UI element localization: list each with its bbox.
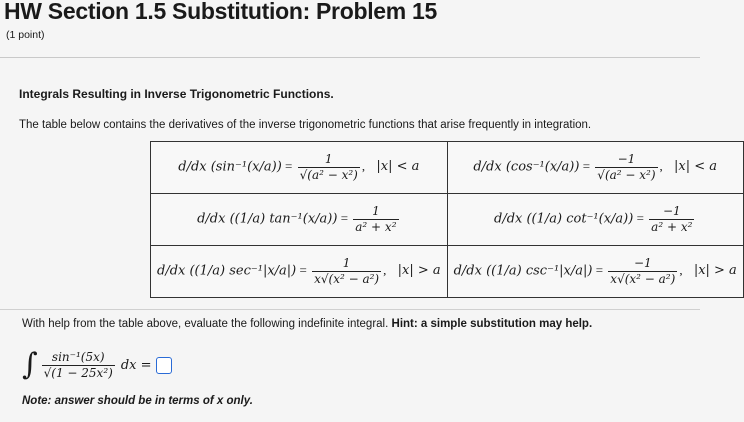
cell-condition: |x| > a — [693, 263, 737, 279]
cell-lhs: d/dx (sin⁻¹(x/a)) — [178, 159, 282, 175]
cell-lhs: d/dx (cos⁻¹(x/a)) — [473, 159, 580, 175]
task-instructions — [22, 318, 592, 330]
cell-fraction: $\frac{-1}{\text{x√(x² − a²)}}$ — [610, 256, 676, 286]
table-cell-arcsec: d/dx ((1/a) sec⁻¹|x/a|) = $\frac{1}{\text{x√(x² − a²)}}$ , |x| > a — [151, 246, 448, 298]
cell-condition: |x| > a — [397, 263, 441, 279]
cell-fraction: $\frac{-1}{\text{a² + x²}}$ — [651, 204, 693, 234]
intro-text: The table below contains the derivatives of the inverse trigonometric functions that arise frequently in integration. — [19, 119, 592, 131]
cell-condition: |x| < a — [376, 159, 420, 175]
cell-fraction: $\frac{-1}{\text{√(a² − x²)}}$ — [597, 152, 656, 182]
integrand-numerator: sin⁻¹(5x) — [42, 350, 115, 366]
points-label: (1 point) — [6, 29, 45, 41]
cell-condition: |x| < a — [674, 159, 718, 175]
table-row — [151, 246, 744, 298]
task-text: With help from the table above, evaluate the following indefinite integral. — [22, 318, 389, 330]
page-title: HW Section 1.5 Substitution: Problem 15 — [4, 0, 438, 24]
derivative-table — [150, 141, 744, 298]
note-text: Note: answer should be in terms of x only. — [22, 395, 253, 407]
section-heading: Integrals Resulting in Inverse Trigonometric Functions. — [19, 87, 334, 101]
header-divider — [0, 57, 700, 58]
cell-fraction: $\frac{1}{\text{√(a² − x²)}}$ — [299, 152, 358, 182]
cell-lhs: d/dx ((1/a) tan⁻¹(x/a)) — [197, 211, 338, 227]
table-cell-arccot: d/dx ((1/a) cot⁻¹(x/a)) = $\frac{-1}{\text{a² + x²}}$ — [447, 194, 743, 246]
integral-sign-icon: ∫ — [22, 347, 38, 382]
dx-label: dx = — [120, 357, 152, 373]
cell-fraction: $\frac{1}{\text{a² + x²}}$ — [355, 204, 397, 234]
table-row — [151, 194, 744, 246]
task-hint: Hint: a simple substitution may help. — [391, 318, 593, 330]
table-cell-arccos: d/dx (cos⁻¹(x/a)) = $\frac{-1}{\text{√(a² − x²)}}$ , |x| < a — [447, 142, 743, 194]
integral-expression — [22, 345, 172, 385]
table-cell-arcsin: d/dx (sin⁻¹(x/a)) = $\frac{1}{\text{√(a² − x²)}}$ , |x| < a — [151, 142, 448, 194]
integrand-fraction — [42, 350, 115, 381]
table-row — [151, 142, 744, 194]
table-cell-arctan: d/dx ((1/a) tan⁻¹(x/a)) = $\frac{1}{\text{a² + x²}}$ — [151, 194, 448, 246]
cell-lhs: d/dx ((1/a) sec⁻¹|x/a|) — [157, 263, 297, 279]
cell-lhs: d/dx ((1/a) csc⁻¹|x/a|) — [453, 263, 593, 279]
integrand-denominator: √(1 − 25x²) — [43, 365, 113, 380]
cell-lhs: d/dx ((1/a) cot⁻¹(x/a)) — [494, 211, 634, 227]
section-divider — [0, 309, 700, 310]
cell-fraction: $\frac{1}{\text{x√(x² − a²)}}$ — [314, 256, 380, 286]
table-cell-arccsc: d/dx ((1/a) csc⁻¹|x/a|) = $\frac{-1}{\text{x√(x² − a²)}}$ , |x| > a — [447, 246, 743, 298]
answer-input[interactable] — [156, 357, 172, 374]
